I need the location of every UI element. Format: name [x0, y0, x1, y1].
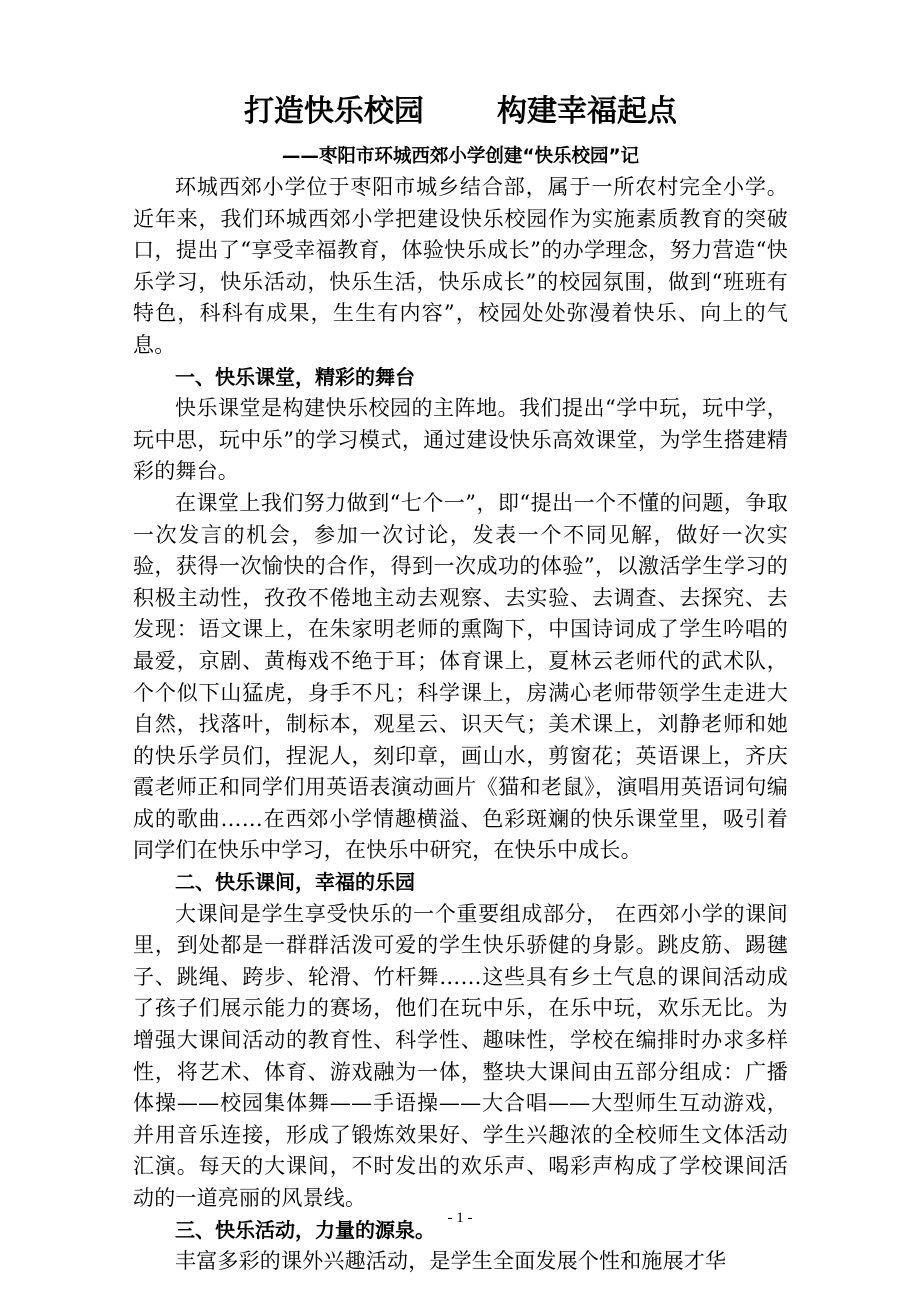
document-title: 打造快乐校园 构建幸福起点 [243, 94, 678, 129]
paragraph-activities: 丰富多彩的课外兴趣活动，是学生全面发展个性和施展才华 [175, 1249, 727, 1274]
paragraph-classroom: 快乐课堂是构建快乐校园的主阵地。我们提出“学中玩，玩中学，玩中思，玩中乐”的学习模式，通过建设快乐高效课堂，为学生搭建精彩的舞台。 [133, 396, 788, 484]
document-body [133, 92, 788, 1278]
section-heading-2: 二、快乐课间，幸福的乐园 [175, 870, 415, 895]
paragraph-recess: 大课间是学生享受快乐的一个重要组成部分， 在西郊小学的课间里，到处都是一群群活泼可爱的学生快乐骄健的身影。跳皮筋、踢毽子、跳绳、跨步、轮滑、竹杆舞……这些具有乡土气息的课间活动成了孩子们展示能力的赛场，他们在玩中乐，在乐中玩，欢乐无比。为增强大课间活动的教育性、科学性、趣味性，学校在编排时办求多样性，将艺术、体育、游戏融为一体，整块大课间由五部分组成：广播体操——校园集体舞——手语操——大合唱——大型师生互动游戏，并用音乐连接，形成了锻炼效果好、学生兴趣浓的全校师生文体活动汇演。每天的大课间，不时发出的欢乐声、喝彩声构成了学校课间活动的一道亮丽的风景线。 [133, 901, 788, 1210]
page-number: - 1 - [447, 1210, 473, 1226]
document-subtitle: ——枣阳市环城西郊小学创建“快乐校园”记 [281, 146, 640, 167]
paragraph-intro: 环城西郊小学位于枣阳市城乡结合部，属于一所农村完全小学。近年来，我们环城西郊小学把建设快乐校园作为实施素质教育的突破口，提出了“享受幸福教育，体验快乐成长”的办学理念，努力营造“快乐学习，快乐活动，快乐生活，快乐成长”的校园氛围，做到“班班有特色，科科有成果，生生有内容”，校园处处弥漫着快乐、向上的气息。 [133, 175, 788, 357]
paragraph-seven-ones: 在课堂上我们努力做到“七个一”，即“提出一个不懂的问题，争取一次发言的机会，参加一次讨论，发表一个不同见解，做好一次实验，获得一次愉快的合作，得到一次成功的体验”，以激活学生学习的积极主动性，孜孜不倦地主动去观察、去实验、去调查、去探究、去发现：语文课上，在朱家明老师的熏陶下，中国诗词成了学生吟唱的最爱，京剧、黄梅戏不绝于耳；体育课上，夏林云老师代的武术队，个个似下山猛虎，身手不凡；科学课上，房满心老师带领学生走进大自然，找落叶，制标本，观星云、识天气；美术课上，刘静老师和她的快乐学员们，捏泥人，刻印章，画山水，剪窗花；英语课上，齐庆霞老师正和同学们用英语表演动画片《猫和老鼠》，演唱用英语词句编成的歌曲……在西郊小学情趣横溢、色彩斑斓的快乐课堂里，吸引着同学们在快乐中学习，在快乐中研究，在快乐中成长。 [133, 490, 788, 863]
section-heading-1: 一、快乐课堂，精彩的舞台 [175, 364, 415, 389]
section-heading-3: 三、快乐活动，力量的源泉。 [175, 1217, 435, 1242]
